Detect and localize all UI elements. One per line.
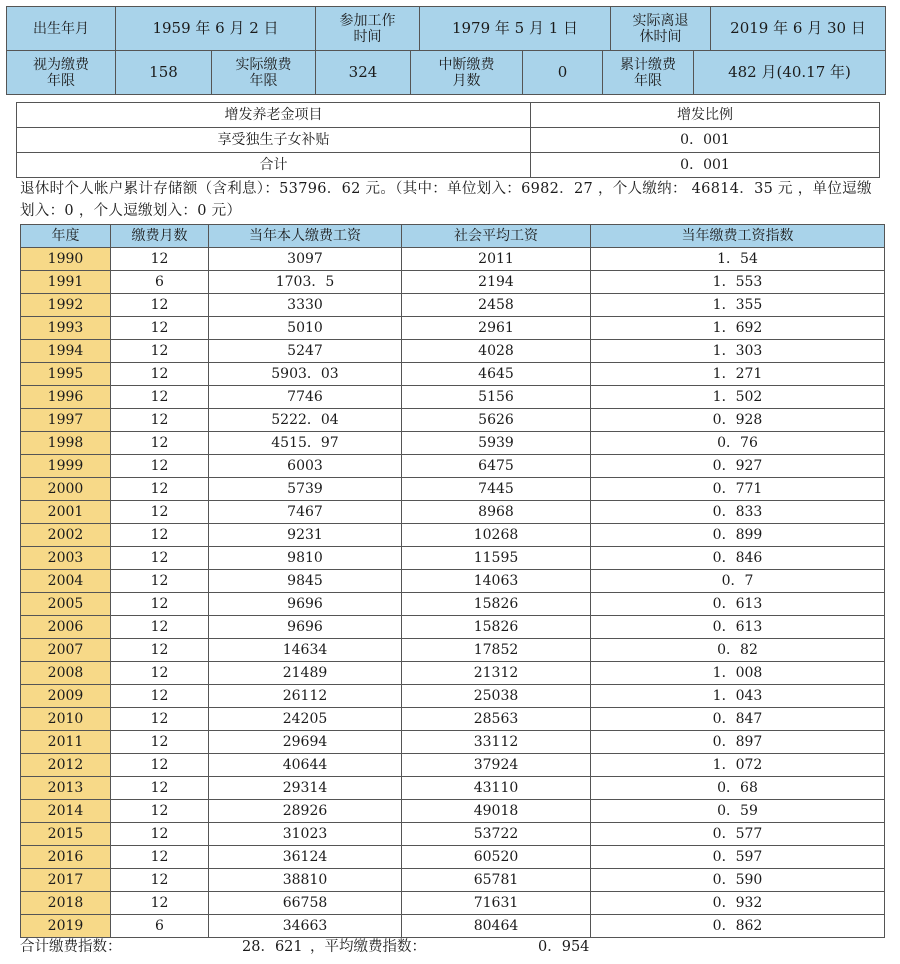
year-cell: 1998	[21, 432, 111, 455]
deemed-years-label: 视为缴费 年限	[7, 51, 116, 95]
wage-index-cell: 1．072	[591, 754, 885, 777]
months-cell: 12	[111, 800, 209, 823]
header-social-avg-wage: 社会平均工资	[402, 225, 591, 248]
own-wage-cell: 34663	[209, 915, 402, 938]
months-cell: 12	[111, 616, 209, 639]
average-index-value: 0．954	[538, 939, 590, 955]
actual-years-value: 324	[316, 51, 411, 95]
year-cell: 2003	[21, 547, 111, 570]
year-cell: 1993	[21, 317, 111, 340]
supplement-total-label: 合计	[17, 153, 531, 178]
months-cell: 12	[111, 823, 209, 846]
own-wage-cell: 28926	[209, 800, 402, 823]
year-cell: 2012	[21, 754, 111, 777]
social-avg-wage-cell: 43110	[402, 777, 591, 800]
header-months: 缴费月数	[111, 225, 209, 248]
work-start-label: 参加工作 时间	[316, 7, 420, 51]
year-cell: 1997	[21, 409, 111, 432]
cumulative-years-value: 482 月(40.17 年)	[694, 51, 886, 95]
months-cell: 12	[111, 340, 209, 363]
wage-index-cell: 0．590	[591, 869, 885, 892]
months-cell: 12	[111, 777, 209, 800]
wage-index-cell: 0．613	[591, 593, 885, 616]
wage-index-cell: 0．68	[591, 777, 885, 800]
social-avg-wage-cell: 4028	[402, 340, 591, 363]
wage-index-cell: 0．932	[591, 892, 885, 915]
own-wage-cell: 1703．5	[209, 271, 402, 294]
own-wage-cell: 9696	[209, 616, 402, 639]
months-cell: 12	[111, 363, 209, 386]
social-avg-wage-cell: 7445	[402, 478, 591, 501]
interrupt-months-value: 0	[523, 51, 603, 95]
months-cell: 12	[111, 846, 209, 869]
own-wage-cell: 29694	[209, 731, 402, 754]
own-wage-cell: 26112	[209, 685, 402, 708]
social-avg-wage-cell: 5626	[402, 409, 591, 432]
own-wage-cell: 5903．03	[209, 363, 402, 386]
own-wage-cell: 5010	[209, 317, 402, 340]
social-avg-wage-cell: 2458	[402, 294, 591, 317]
months-cell: 12	[111, 570, 209, 593]
year-cell: 2002	[21, 524, 111, 547]
wage-index-cell: 0．577	[591, 823, 885, 846]
own-wage-cell: 9696	[209, 593, 402, 616]
supplement-item-header: 增发养老金项目	[17, 103, 531, 128]
wage-index-cell: 1．355	[591, 294, 885, 317]
months-cell: 12	[111, 593, 209, 616]
year-cell: 2007	[21, 639, 111, 662]
months-cell: 12	[111, 432, 209, 455]
social-avg-wage-cell: 6475	[402, 455, 591, 478]
year-cell: 1991	[21, 271, 111, 294]
year-cell: 2013	[21, 777, 111, 800]
months-cell: 12	[111, 731, 209, 754]
wage-index-cell: 0．59	[591, 800, 885, 823]
contribution-table	[20, 224, 885, 938]
social-avg-wage-cell: 49018	[402, 800, 591, 823]
months-cell: 12	[111, 524, 209, 547]
social-avg-wage-cell: 80464	[402, 915, 591, 938]
year-cell: 2018	[21, 892, 111, 915]
own-wage-cell: 7467	[209, 501, 402, 524]
year-cell: 2008	[21, 662, 111, 685]
work-start-value: 1979 年 5 月 1 日	[420, 7, 611, 51]
own-wage-cell: 3097	[209, 248, 402, 271]
social-avg-wage-cell: 53722	[402, 823, 591, 846]
social-avg-wage-cell: 65781	[402, 869, 591, 892]
header-wage-index: 当年缴费工资指数	[591, 225, 885, 248]
wage-index-cell: 0．597	[591, 846, 885, 869]
months-cell: 12	[111, 892, 209, 915]
year-cell: 1992	[21, 294, 111, 317]
months-cell: 12	[111, 317, 209, 340]
wage-index-cell: 0．82	[591, 639, 885, 662]
own-wage-cell: 29314	[209, 777, 402, 800]
own-wage-cell: 14634	[209, 639, 402, 662]
average-index-label: ，平均缴费指数：	[310, 939, 426, 955]
own-wage-cell: 66758	[209, 892, 402, 915]
months-cell: 12	[111, 455, 209, 478]
own-wage-cell: 36124	[209, 846, 402, 869]
personal-info-row-2	[7, 51, 886, 95]
months-cell: 12	[111, 386, 209, 409]
header-own-wage: 当年本人缴费工资	[209, 225, 402, 248]
own-wage-cell: 3330	[209, 294, 402, 317]
wage-index-cell: 0．833	[591, 501, 885, 524]
year-cell: 2017	[21, 869, 111, 892]
wage-index-cell: 0．76	[591, 432, 885, 455]
wage-index-cell: 1．502	[591, 386, 885, 409]
year-cell: 2004	[21, 570, 111, 593]
year-cell: 2001	[21, 501, 111, 524]
wage-index-cell: 0．613	[591, 616, 885, 639]
birth-label: 出生年月	[7, 7, 116, 51]
social-avg-wage-cell: 5156	[402, 386, 591, 409]
wage-index-cell: 1．54	[591, 248, 885, 271]
account-balance-note: 退休时个人帐户累计存储额（含利息）：53796．62 元。（其中：单位划入：6982．27 ，个人缴纳： 46814．35 元 ，单位逗缴划入：0 ，个人逗缴划入：0 元）	[20, 181, 872, 219]
social-avg-wage-cell: 17852	[402, 639, 591, 662]
year-cell: 1999	[21, 455, 111, 478]
year-cell: 2011	[21, 731, 111, 754]
own-wage-cell: 24205	[209, 708, 402, 731]
supplement-item-1: 享受独生子女补贴	[17, 128, 531, 153]
wage-index-cell: 0．897	[591, 731, 885, 754]
own-wage-cell: 6003	[209, 455, 402, 478]
year-cell: 1995	[21, 363, 111, 386]
supplement-ratio-1: 0．001	[531, 128, 880, 153]
wage-index-cell: 0．846	[591, 547, 885, 570]
wage-index-cell: 0．847	[591, 708, 885, 731]
header-year: 年度	[21, 225, 111, 248]
summary-line	[20, 935, 882, 959]
own-wage-cell: 5739	[209, 478, 402, 501]
social-avg-wage-cell: 25038	[402, 685, 591, 708]
own-wage-cell: 21489	[209, 662, 402, 685]
social-avg-wage-cell: 5939	[402, 432, 591, 455]
own-wage-cell: 5222．04	[209, 409, 402, 432]
own-wage-cell: 4515．97	[209, 432, 402, 455]
year-cell: 1990	[21, 248, 111, 271]
year-cell: 1994	[21, 340, 111, 363]
social-avg-wage-cell: 21312	[402, 662, 591, 685]
social-avg-wage-cell: 2194	[402, 271, 591, 294]
own-wage-cell: 38810	[209, 869, 402, 892]
wage-index-cell: 1．043	[591, 685, 885, 708]
social-avg-wage-cell: 60520	[402, 846, 591, 869]
social-avg-wage-cell: 15826	[402, 593, 591, 616]
months-cell: 12	[111, 708, 209, 731]
months-cell: 12	[111, 294, 209, 317]
social-avg-wage-cell: 71631	[402, 892, 591, 915]
months-cell: 12	[111, 754, 209, 777]
own-wage-cell: 7746	[209, 386, 402, 409]
interrupt-months-label: 中断缴费 月数	[411, 51, 523, 95]
wage-index-cell: 1．553	[591, 271, 885, 294]
personal-info-table	[6, 6, 886, 95]
social-avg-wage-cell: 10268	[402, 524, 591, 547]
year-cell: 2000	[21, 478, 111, 501]
social-avg-wage-cell: 8968	[402, 501, 591, 524]
retire-label: 实际离退 休时间	[611, 7, 711, 51]
year-cell: 2006	[21, 616, 111, 639]
year-cell: 1996	[21, 386, 111, 409]
social-avg-wage-cell: 4645	[402, 363, 591, 386]
supplement-table	[16, 102, 880, 178]
total-index-label: 合计缴费指数：	[20, 939, 122, 955]
months-cell: 12	[111, 547, 209, 570]
social-avg-wage-cell: 33112	[402, 731, 591, 754]
months-cell: 12	[111, 869, 209, 892]
year-cell: 2019	[21, 915, 111, 938]
months-cell: 12	[111, 248, 209, 271]
deemed-years-value: 158	[116, 51, 212, 95]
year-cell: 2016	[21, 846, 111, 869]
year-cell: 2015	[21, 823, 111, 846]
months-cell: 12	[111, 662, 209, 685]
wage-index-cell: 0．899	[591, 524, 885, 547]
months-cell: 6	[111, 271, 209, 294]
social-avg-wage-cell: 28563	[402, 708, 591, 731]
social-avg-wage-cell: 2011	[402, 248, 591, 271]
months-cell: 12	[111, 685, 209, 708]
months-cell: 12	[111, 639, 209, 662]
actual-years-label: 实际缴费 年限	[212, 51, 316, 95]
own-wage-cell: 31023	[209, 823, 402, 846]
wage-index-cell: 1．692	[591, 317, 885, 340]
year-cell: 2014	[21, 800, 111, 823]
own-wage-cell: 5247	[209, 340, 402, 363]
wage-index-cell: 0．7	[591, 570, 885, 593]
social-avg-wage-cell: 2961	[402, 317, 591, 340]
wage-index-cell: 0．927	[591, 455, 885, 478]
own-wage-cell: 9231	[209, 524, 402, 547]
supplement-total-ratio: 0．001	[531, 153, 880, 178]
social-avg-wage-cell: 37924	[402, 754, 591, 777]
months-cell: 12	[111, 409, 209, 432]
wage-index-cell: 0．862	[591, 915, 885, 938]
wage-index-cell: 0．771	[591, 478, 885, 501]
wage-index-cell: 0．928	[591, 409, 885, 432]
wage-index-cell: 1．303	[591, 340, 885, 363]
cumulative-years-label: 累计缴费 年限	[603, 51, 694, 95]
months-cell: 12	[111, 478, 209, 501]
social-avg-wage-cell: 11595	[402, 547, 591, 570]
wage-index-cell: 1．271	[591, 363, 885, 386]
wage-index-cell: 1．008	[591, 662, 885, 685]
social-avg-wage-cell: 14063	[402, 570, 591, 593]
year-cell: 2010	[21, 708, 111, 731]
year-cell: 2005	[21, 593, 111, 616]
own-wage-cell: 9810	[209, 547, 402, 570]
months-cell: 12	[111, 501, 209, 524]
year-cell: 2009	[21, 685, 111, 708]
total-index-value: 28．621	[242, 939, 303, 955]
own-wage-cell: 40644	[209, 754, 402, 777]
supplement-ratio-header: 增发比例	[531, 103, 880, 128]
birth-value: 1959 年 6 月 2 日	[116, 7, 316, 51]
own-wage-cell: 9845	[209, 570, 402, 593]
social-avg-wage-cell: 15826	[402, 616, 591, 639]
months-cell: 6	[111, 915, 209, 938]
retire-value: 2019 年 6 月 30 日	[711, 7, 886, 51]
